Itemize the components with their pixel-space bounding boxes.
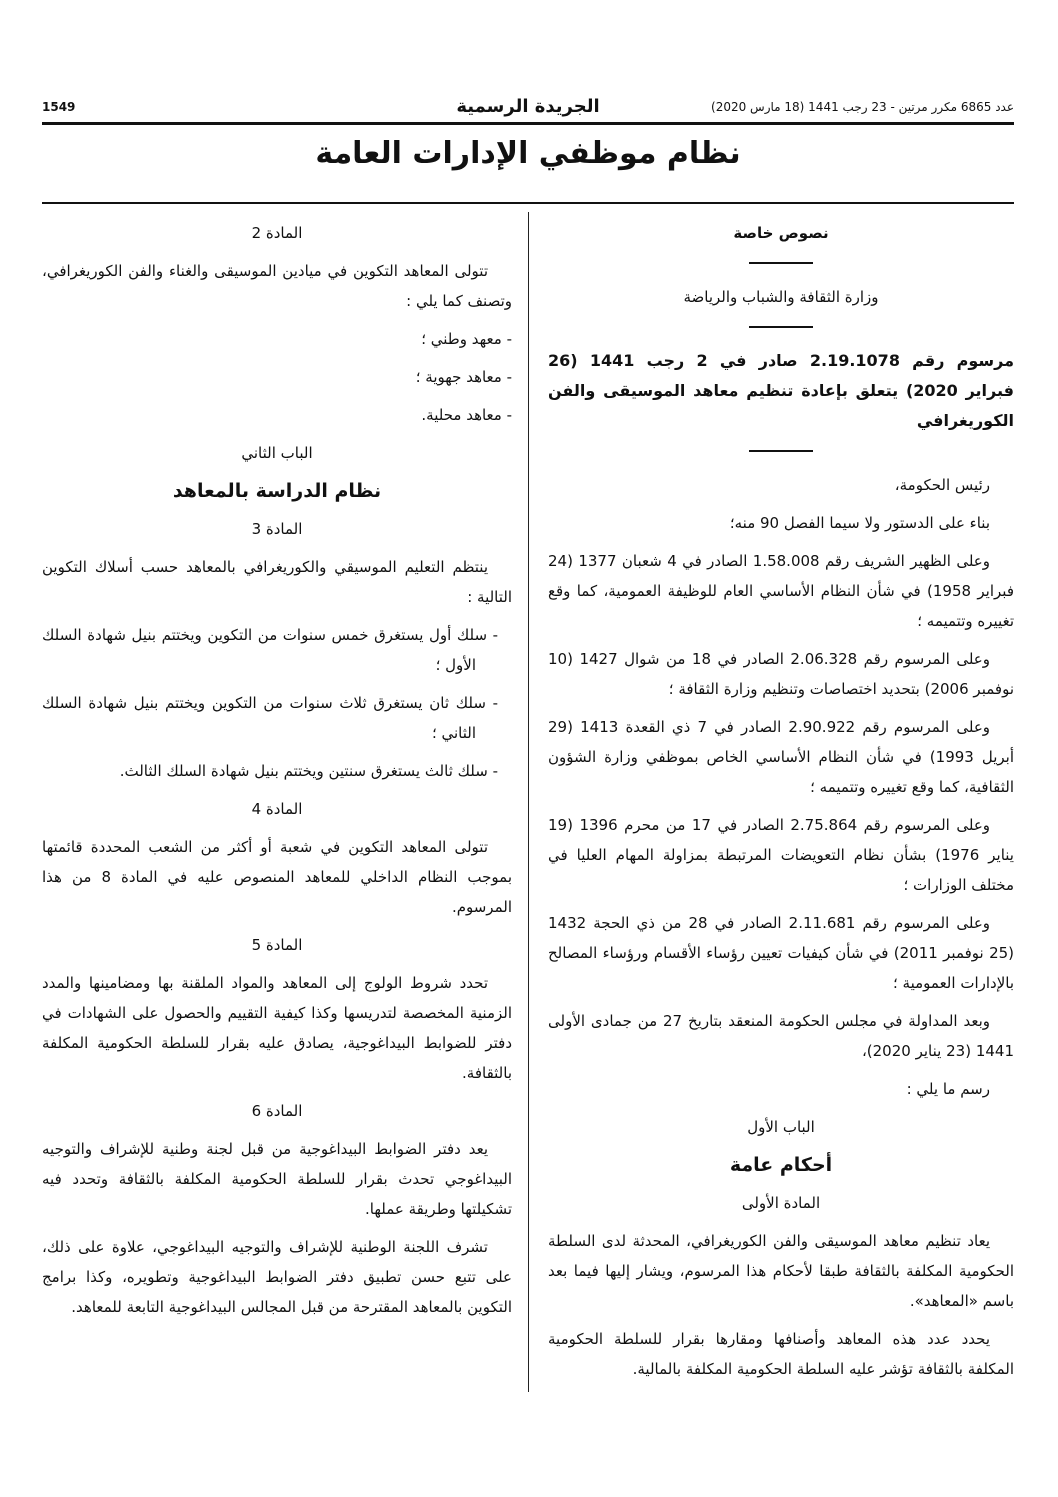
header-rule (42, 122, 1014, 125)
page-header (42, 96, 1014, 118)
column-divider (528, 212, 529, 1392)
list-item: - معاهد محلية. (421, 406, 512, 424)
list-item: - معاهد جهوية ؛ (415, 368, 512, 386)
article-label: المادة الأولى (741, 1194, 821, 1212)
article-label: المادة 3 (251, 520, 303, 538)
list-item: - سلك ثالث يستغرق سنتين ويختتم بنيل شهادة السلك الثالث. (119, 762, 498, 780)
page-title: نظام موظفي الإدارات العامة (315, 136, 741, 171)
preamble-paragraph: وعلى المرسوم رقم 2.06.328 الصادر في 18 من شوال 1427 (10 نوفمبر 2006) بتحديد اختصاصات وتنظيم وزارة الثقافة ؛ (548, 650, 1014, 698)
ministry-name: وزارة الثقافة والشباب والرياضة (683, 288, 879, 306)
preamble-paragraph: وعلى المرسوم رقم 2.90.922 الصادر في 7 ذي القعدة 1413 (29 أبريل 1993) في شأن النظام الأساسي الخاص بموظفي وزارة الشؤون الثقافية، كما وقع تغييره وتتميمه ؛ (548, 718, 1014, 796)
article-paragraph: يعد دفتر الضوابط البيداغوجية من قبل لجنة وطنية للإشراف والتوجيه البيداغوجي تحدث بقرار للسلطة الحكومية المكلفة بالثقافة وتحدد فيه تشكيلتها وطريقة عملها. (42, 1140, 512, 1218)
list-item: - سلك ثان يستغرق ثلاث سنوات من التكوين ويختتم بنيل شهادة السلك الثاني ؛ (42, 694, 498, 742)
preamble-paragraph: وعلى المرسوم رقم 2.75.864 الصادر في 17 من محرم 1396 (19 يناير 1976) بشأن نظام التعويضات المرتبطة بمزاولة المهام العليا في مختلف الوزارات ؛ (548, 816, 1014, 894)
article-paragraph: يعاد تنظيم معاهد الموسيقى والفن الكوريغرافي، المحدثة لدى السلطة الحكومية المكلفة بالثقافة طبقا لأحكام هذا المرسوم، ويشار إليها فيما بعد باسم «المعاهد». (548, 1232, 1014, 1310)
article-label: المادة 6 (251, 1102, 303, 1120)
article-paragraph: يحدد عدد هذه المعاهد وأصنافها ومقارها بقرار للسلطة الحكومية المكلفة بالثقافة تؤشر عليه السلطة الحكومية المكلفة بالمالية. (548, 1330, 1014, 1378)
article-paragraph: تتولى المعاهد التكوين في شعبة أو أكثر من الشعب المحددة قائمتها بموجب النظام الداخلي للمعاهد المنصوص عليه في المادة 8 من هذا المرسوم. (42, 838, 512, 916)
issue-info: عدد 6865 مكرر مرتين - 23 رجب 1441 (18 مارس 2020) (711, 100, 1014, 114)
list-item: - سلك أول يستغرق خمس سنوات من التكوين ويختتم بنيل شهادة السلك الأول ؛ (42, 626, 498, 674)
chapter-label: الباب الأول (747, 1118, 815, 1136)
page-number: 1549 (42, 100, 76, 114)
article-paragraph: ينتظم التعليم الموسيقي والكوريغرافي بالمعاهد حسب أسلاك التكوين التالية : (42, 558, 512, 606)
chapter-title: نظام الدراسة بالمعاهد (172, 480, 382, 502)
short-divider (749, 326, 813, 328)
right-column (548, 218, 1014, 1392)
short-divider (749, 262, 813, 264)
decreed-line: رسم ما يلي : (906, 1080, 990, 1098)
article-paragraph: تتولى المعاهد التكوين في ميادين الموسيقى والغناء والفن الكوريغرافي، وتصنف كما يلي : (42, 262, 512, 310)
section-label: نصوص خاصة (733, 224, 829, 242)
preamble-paragraph: بناء على الدستور ولا سيما الفصل 90 منه؛ (729, 514, 990, 532)
article-label: المادة 4 (251, 800, 303, 818)
article-paragraph: تحدد شروط الولوج إلى المعاهد والمواد الملقنة بها ومضامينها والمدد الزمنية المخصصة لتدريسها وكذا كيفية التقييم والحصول على الشهادات في دفتر للضوابط البيداغوجية، يصادق عليه بقرار للسلطة الحكومية المكلفة بالثقافة. (42, 974, 512, 1082)
short-divider (749, 450, 813, 452)
preamble-paragraph: وعلى الظهير الشريف رقم 1.58.008 الصادر في 4 شعبان 1377 (24 فبراير 1958) في شأن النظام الأساسي العام للوظيفة العمومية، كما وقع تغييره وتتميمه ؛ (548, 552, 1014, 630)
salutation: رئيس الحكومة، (894, 476, 990, 494)
chapter-label: الباب الثاني (241, 444, 313, 462)
list-item: - معهد وطني ؛ (421, 330, 512, 348)
article-label: المادة 5 (251, 936, 303, 954)
article-label: المادة 2 (251, 224, 303, 242)
left-column (42, 218, 512, 1330)
chapter-title: أحكام عامة (729, 1154, 833, 1176)
preamble-paragraph: وعلى المرسوم رقم 2.11.681 الصادر في 28 من ذي الحجة 1432 (25 نوفمبر 2011) في شأن كيفيات تعيين رؤساء الأقسام ورؤساء المصالح بالإدارات العمومية ؛ (548, 914, 1015, 992)
preamble-paragraph: وبعد المداولة في مجلس الحكومة المنعقد بتاريخ 27 من جمادى الأولى 1441 (23 يناير 2020)، (548, 1012, 1014, 1060)
decree-title: مرسوم رقم 2.19.1078 صادر في 2 رجب 1441 (26 فبراير 2020) يتعلق بإعادة تنظيم معاهد الموسيقى والفن الكوريغرافي (548, 351, 1014, 430)
article-paragraph: تشرف اللجنة الوطنية للإشراف والتوجيه البيداغوجي، علاوة على ذلك، على تتبع حسن تطبيق دفتر الضوابط البيداغوجية وتطويره، وكذا برامج التكوين بالمعاهد المقترحة من قبل المجالس البيداغوجية التابعة للمعاهد. (42, 1238, 512, 1316)
title-rule (42, 202, 1014, 204)
journal-name: الجريدة الرسمية (456, 96, 600, 117)
